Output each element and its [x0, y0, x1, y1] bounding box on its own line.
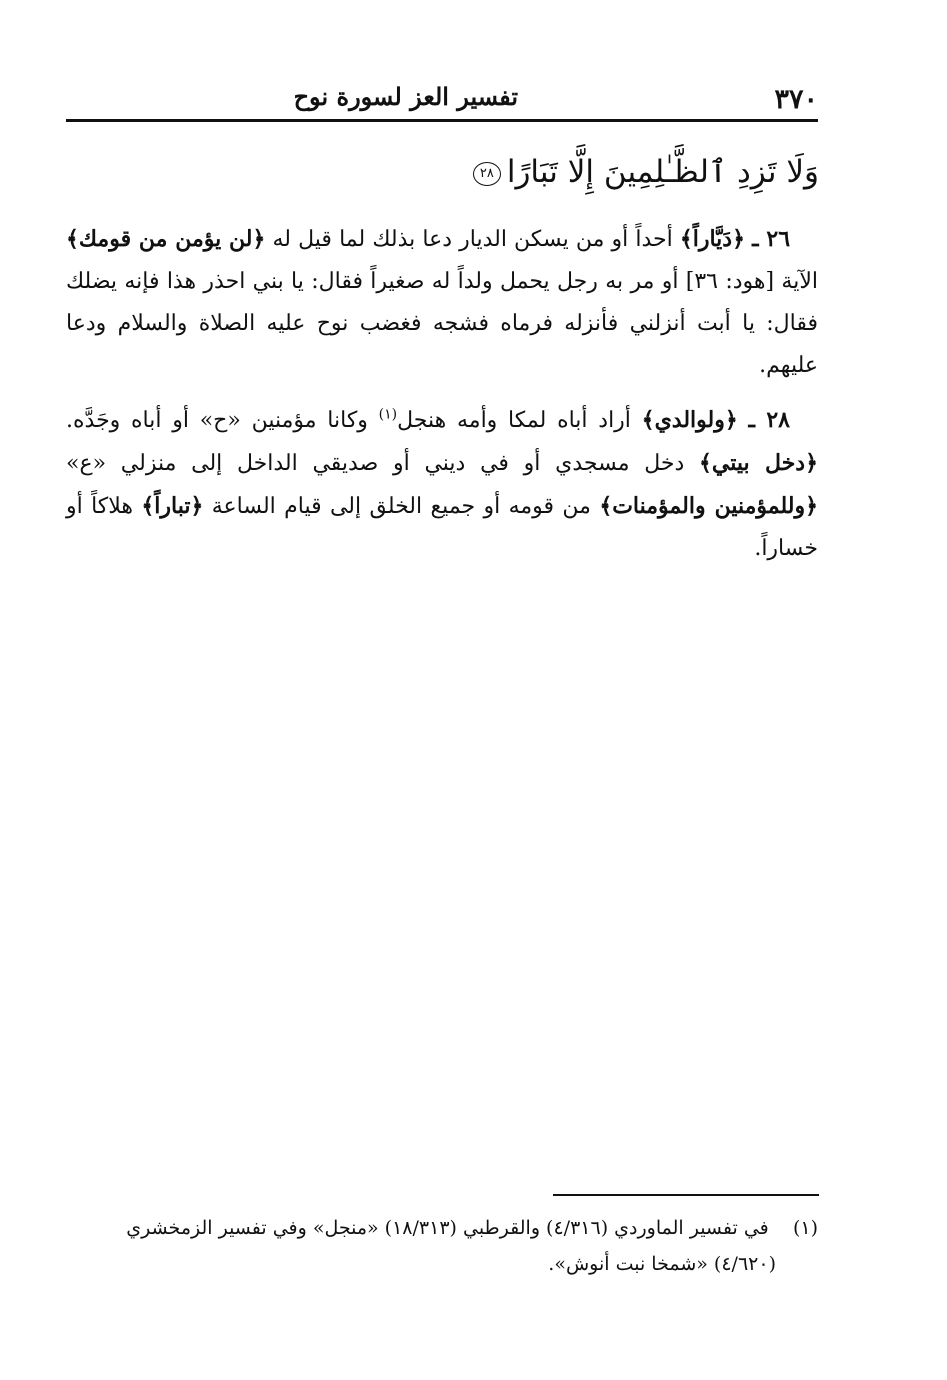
- running-title: تفسير العز لسورة نوح: [293, 82, 518, 111]
- footnote-1: [66, 1210, 818, 1246]
- footnotes: [66, 1210, 818, 1282]
- commentary-text: أراد أباه لمكا وأمه هنجل: [397, 408, 642, 433]
- commentary-text: وكانا مؤمنين «ح» أو أباه وجَدَّه.: [66, 408, 379, 433]
- quoted-term: ﴿دَيَّاراً﴾: [679, 226, 745, 252]
- verse-text: وَلَا تَزِدِ ٱلظَّـٰلِمِينَ إِلَّا تَبَارًا: [506, 154, 819, 190]
- paragraph-number: ٢٨ ـ: [748, 407, 790, 433]
- commentary-text: من قومه أو جميع الخلق إلى قيام الساعة: [203, 494, 600, 519]
- paragraph-26: [66, 218, 818, 387]
- quoted-term: ﴿دخل بيتي﴾: [699, 450, 818, 476]
- commentary-text: الآية [هود: ٣٦] أو مر به رجل يحمل ولداً له صغيراً فقال: يا بني احذر هذا فإنه يضلك فقال: يا أبت أنزلني فأنزله فرماه فشجه فغضب نوح عليه الصلاة والسلام ودعا عليهم.: [66, 269, 818, 378]
- page-header: [66, 78, 818, 122]
- footnote-text: في تفسير الماوردي (٤/٣١٦) والقرطبي (١٨/٣١٣) «منجل» وفي تفسير الزمخشري: [126, 1217, 769, 1239]
- commentary-text: هلاكاً أو خساراً.: [66, 494, 818, 561]
- commentary-text: دخل مسجدي أو في ديني أو صديقي الداخل إلى منزلي «ع»: [66, 451, 700, 476]
- quoted-term: ﴿تباراً﴾: [141, 493, 204, 519]
- footnote-marker: (١): [792, 1217, 818, 1239]
- footnote-separator: [553, 1194, 819, 1196]
- quoted-term: ﴿لن يؤمن من قومك﴾: [66, 226, 266, 252]
- footnote-reference[interactable]: (١): [378, 406, 398, 423]
- ayah-end-marker: ٢٨: [473, 162, 501, 186]
- quran-verse: [473, 150, 819, 194]
- page-number: ٣٧٠: [774, 84, 818, 115]
- header-rule: [66, 119, 818, 122]
- quoted-term: ﴿ولوالدي﴾: [641, 407, 738, 433]
- quoted-term: ﴿وللمؤمنين والمؤمنات﴾: [599, 493, 818, 519]
- footnote-1-continuation: [66, 1246, 818, 1282]
- paragraph-number: ٢٦ ـ: [752, 226, 791, 252]
- footnote-text: (٤/٦٢٠) «شمخا نبت أنوش».: [548, 1253, 776, 1275]
- paragraph-28: [66, 399, 818, 570]
- commentary-body: [66, 218, 818, 582]
- commentary-text: أحداً أو من يسكن الديار دعا بذلك لما قيل له: [265, 227, 680, 252]
